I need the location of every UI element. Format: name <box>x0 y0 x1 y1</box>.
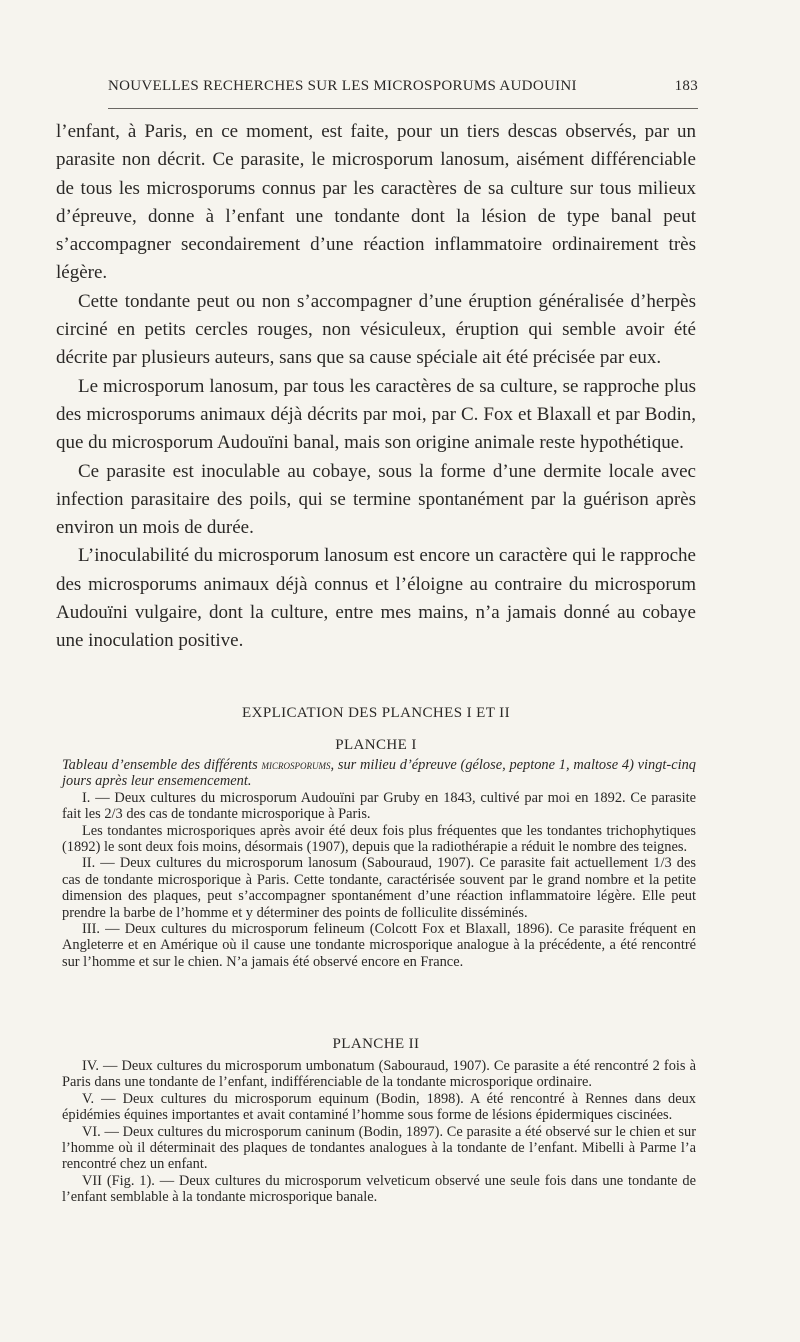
plate-note: V. — Deux cultures du microsporum equinum (Bodin, 1898). A été rencontré à Rennes dans deux épidémies équines importantes et avait contaminé l’homme sous forme de lésions épidermiques ciscinées. <box>62 1090 696 1124</box>
plate-note: VII (Fig. 1). — Deux cultures du microsporum velveticum observé une seule fois dans une tondante de l’enfant semblable à la tondante microsporique banale. <box>62 1172 696 1206</box>
header-rule <box>108 108 698 109</box>
plate-1-notes <box>62 757 696 970</box>
plate-note: III. — Deux cultures du microsporum felineum (Colcott Fox et Blaxall, 1896). Ce parasite fréquent en Angleterre et en Amérique où il cause une tondante microsporique analogue à la précédente, a été rencontré sur l’homme et sur le chien. N’a jamais été observé encore en France. <box>62 921 696 970</box>
paragraph: Cette tondante peut ou non s’accompagner d’une éruption généralisée d’herpès circiné en petits cercles rouges, non vésiculeux, éruption qui semble avoir été décrite par plusieurs auteurs, sans que sa cause spéciale ait été précisée par eux. <box>56 290 696 369</box>
plate-1-caption <box>62 757 696 790</box>
caption-part: Tableau d’ensemble des différents <box>62 757 262 773</box>
caption-smallcaps: microsporums <box>261 757 331 772</box>
paragraph: l’enfant, à Paris, en ce moment, est faite, pour un tiers descas observés, par un parasite non décrit. Ce parasite, le microsporum lanosum, aisément différenciable de tous les microsporums connus par les caractères de sa culture sur tous milieux d’épreuve, donne à l’enfant une tondante dont la lésion de type banal peut s’accompagner secondairement d’une réaction inflammatoire ordinairement très légère. <box>56 121 696 284</box>
main-text <box>56 118 696 656</box>
running-title: NOUVELLES RECHERCHES SUR LES MICROSPORUMS AUDOUINI <box>108 78 577 94</box>
plate-note: Les tondantes microsporiques après avoir été deux fois plus fréquentes que les tondantes trichophytiques (1892) le sont deux fois moins, désormais (1907), depuis que la radiothérapie a réduit le nombre des teignes. <box>62 822 696 856</box>
plate-note: II. — Deux cultures du microsporum lanosum (Sabouraud, 1907). Ce parasite fait actuellement 1/3 des cas de tondante microsporique à Paris. Cette tondante, caractérisée souvent par le grand nombre et la petite dimension des plaques, peut s’accompagner spontanément d’une réaction inflammatoire légère. Elle peut prendre la barbe de l’homme et y déterminer des points de folliculite disséminés. <box>62 855 696 921</box>
plate-2-notes <box>62 1058 696 1206</box>
explanation-title: EXPLICATION DES PLANCHES I ET II <box>242 705 510 721</box>
plate-note: IV. — Deux cultures du microsporum umbonatum (Sabouraud, 1907). Ce parasite a été rencontré 2 fois à Paris dans une tondante de l’enfant, indifférenciable de la tondante microsporique ordinaire. <box>62 1058 696 1091</box>
paragraph: L’inoculabilité du microsporum lanosum est encore un caractère qui le rapproche des microsporums animaux déjà connus et l’éloigne au contraire du microsporum Audouïni vulgaire, dont la culture, entre mes mains, n’a jamais donné au cobaye une inoculation positive. <box>56 545 696 652</box>
plate-note: I. — Deux cultures du microsporum Audouïni par Gruby en 1843, cultivé par moi en 1892. Ce parasite fait les 2/3 des cas de tondante microsporique à Paris. <box>62 789 696 823</box>
page-number: 183 <box>674 78 698 94</box>
paragraph: Le microsporum lanosum, par tous les caractères de sa culture, se rapproche plus des microsporums animaux déjà décrits par moi, par C. Fox et Blaxall et par Bodin, que du microsporum Audouïni banal, mais son origine animale reste hypothétique. <box>56 375 696 454</box>
running-header <box>108 78 698 95</box>
caption-part: , sur milieu d’épreuve (gélose, peptone 1, maltose 4) vingt-cinq jours après leur ensemencement. <box>62 757 696 790</box>
paragraph: Ce parasite est inoculable au cobaye, sous la forme d’une dermite locale avec infection parasitaire des poils, qui se termine spontanément par la guérison après environ un mois de durée. <box>56 460 696 539</box>
plate-1-title: PLANCHE I <box>335 737 417 753</box>
plate-2-title: PLANCHE II <box>332 1036 420 1052</box>
plate-note: VI. — Deux cultures du microsporum caninum (Bodin, 1897). Ce parasite a été observé sur le chien et sur l’homme où il déterminait des plaques de tondantes analogues à la tondante de l’enfant. Mibelli à Parme l’a rencontré chez un enfant. <box>62 1123 696 1173</box>
